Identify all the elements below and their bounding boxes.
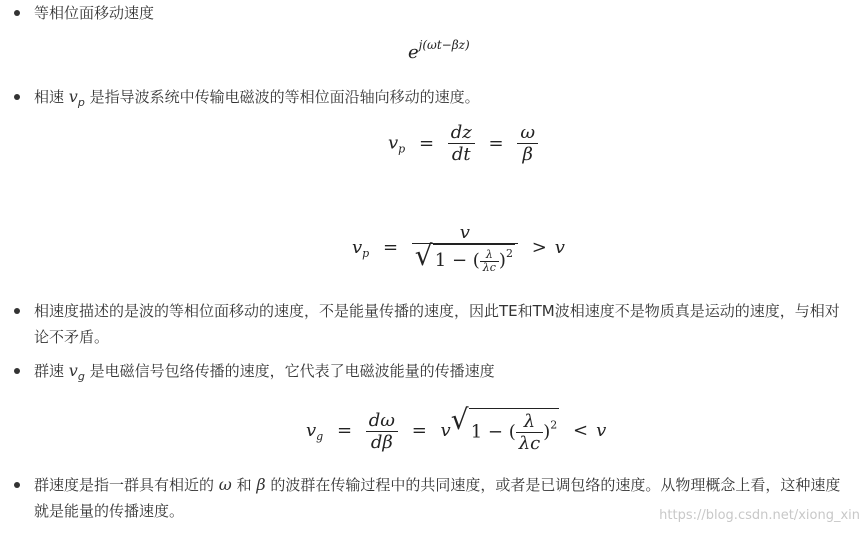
bullet-dot (14, 94, 20, 100)
fraction-v-over-root: v √ 1 − ( $\frac{\lambda}{\lambda c}$ )$^2$ (412, 222, 518, 274)
equation-phase-exponent (408, 38, 470, 63)
fraction-omega-beta: $\frac{\omega}{\beta}$ (517, 122, 538, 165)
bullet-text: 相速度描述的是波的等相位面移动的速度，不是能量传播的速度，因此TE和TM波相速度不是物质真是运动的速度，与相对论不矛盾。 (34, 302, 840, 346)
bullet-text: 等相位面移动速度 (34, 4, 155, 22)
exponent: j(ωt−βz) (418, 38, 470, 52)
bullet-text: 群速度是指一群具有相近的 ω 和 β 的波群在传输过程中的共同速度，或者是已调包络的速度。从物理概念上看，这种速度就是能量的传播速度。 (34, 475, 841, 520)
equation-phase-velocity-waveguide: $v_p$ = v √ 1 − ( $\frac{\lambda}{\lambda c}$ )$^2$ > v (352, 222, 565, 274)
bullet-text: 群速 $v_g$ 是电磁信号包络传播的速度，它代表了电磁波能量的传播速度 (34, 361, 495, 383)
fraction-domega-dbeta: $\frac{d\omega}{d\beta}$ (366, 410, 398, 453)
bullet-text: 相速 $v_p$ 是指导波系统中传输电磁波的等相位面沿轴向移动的速度。 (34, 87, 480, 109)
bullet-dot (14, 308, 20, 314)
equation-group-velocity: $v_g$ = $\frac{d\omega}{d\beta}$ = v √ 1 − ( $\frac{\lambda}{\lambda c}$ )$^2$ < v (306, 403, 607, 454)
watermark: https://blog.csdn.net/xiong_xin (659, 508, 860, 523)
bullet-dot (14, 368, 20, 374)
equation-phase-velocity-definition: $v_p$ = $\frac{dz}{dt}$ = $\frac{\omega}{\beta}$ (388, 122, 538, 165)
bullet-dot (14, 10, 20, 16)
fraction-dz-dt: $\frac{dz}{dt}$ (448, 122, 475, 165)
bullet-dot (14, 482, 20, 488)
symbol-e: e (408, 42, 419, 63)
